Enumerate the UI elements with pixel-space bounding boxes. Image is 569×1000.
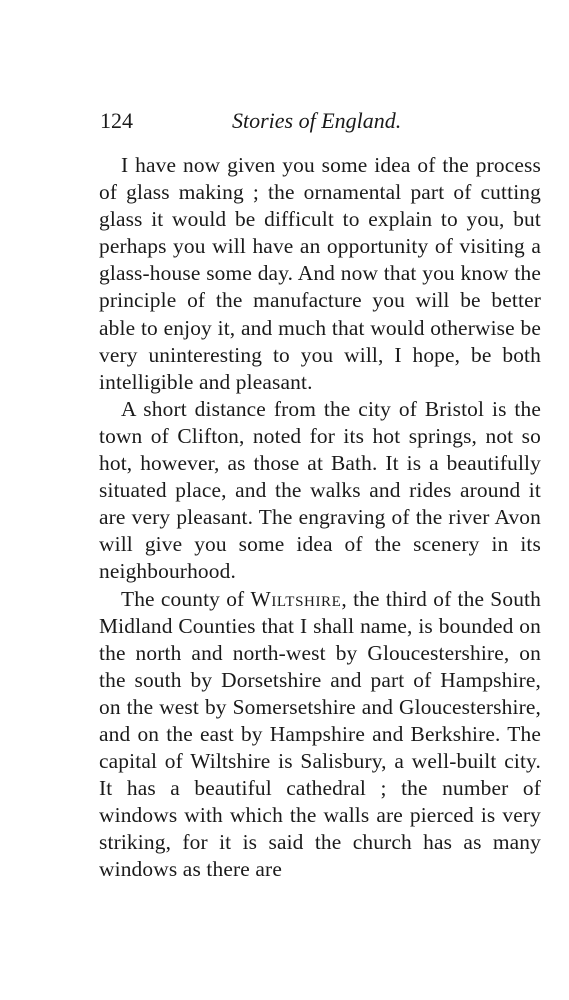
paragraph-lead: The county of (121, 586, 251, 611)
paragraph-glass-making: I have now given you some idea of the process of glass making ; the ornamental part of cutting glass it would be difficult to explain to you, but perhaps you will have an opportunity of visiting a glass-house some day. And now that you know the principle of the manufacture you will be better able to enjoy it, and much that would otherwise be very uninteresting to you will, I hope, be both intelligible and pleasant. (99, 153, 541, 394)
paragraph-clifton: A short distance from the city of Bristol is the town of Clifton, noted for its hot springs, not so hot, however, as those at Bath. It is a beautifully situated place, and the walks and rides around it are very pleasant. The engraving of the river Avon will give you some idea of the scenery in its neighbourhood. (99, 396, 541, 584)
county-name: Wiltshire (250, 586, 342, 611)
paragraph-wiltshire (99, 586, 541, 884)
body-text (99, 152, 541, 884)
running-title: Stories of England. (232, 108, 402, 133)
page-number: 124 (100, 108, 133, 133)
paragraph-body: , the third of the South Midland Counties that I shall name, is bounded on the north and north-west by Gloucestershire, on the south by Dorsetshire and part of Hampshire, on the west by Somersetshire and Gloucestershire, and on the east by Hampshire and Berkshire. The capital of Wiltshire is Salisbury, a well-built city. It has a beautiful cathedral ; the number of windows with which the walls are pierced is very striking, for it is said the church has as many windows as there are (99, 586, 541, 882)
running-head (100, 108, 470, 138)
